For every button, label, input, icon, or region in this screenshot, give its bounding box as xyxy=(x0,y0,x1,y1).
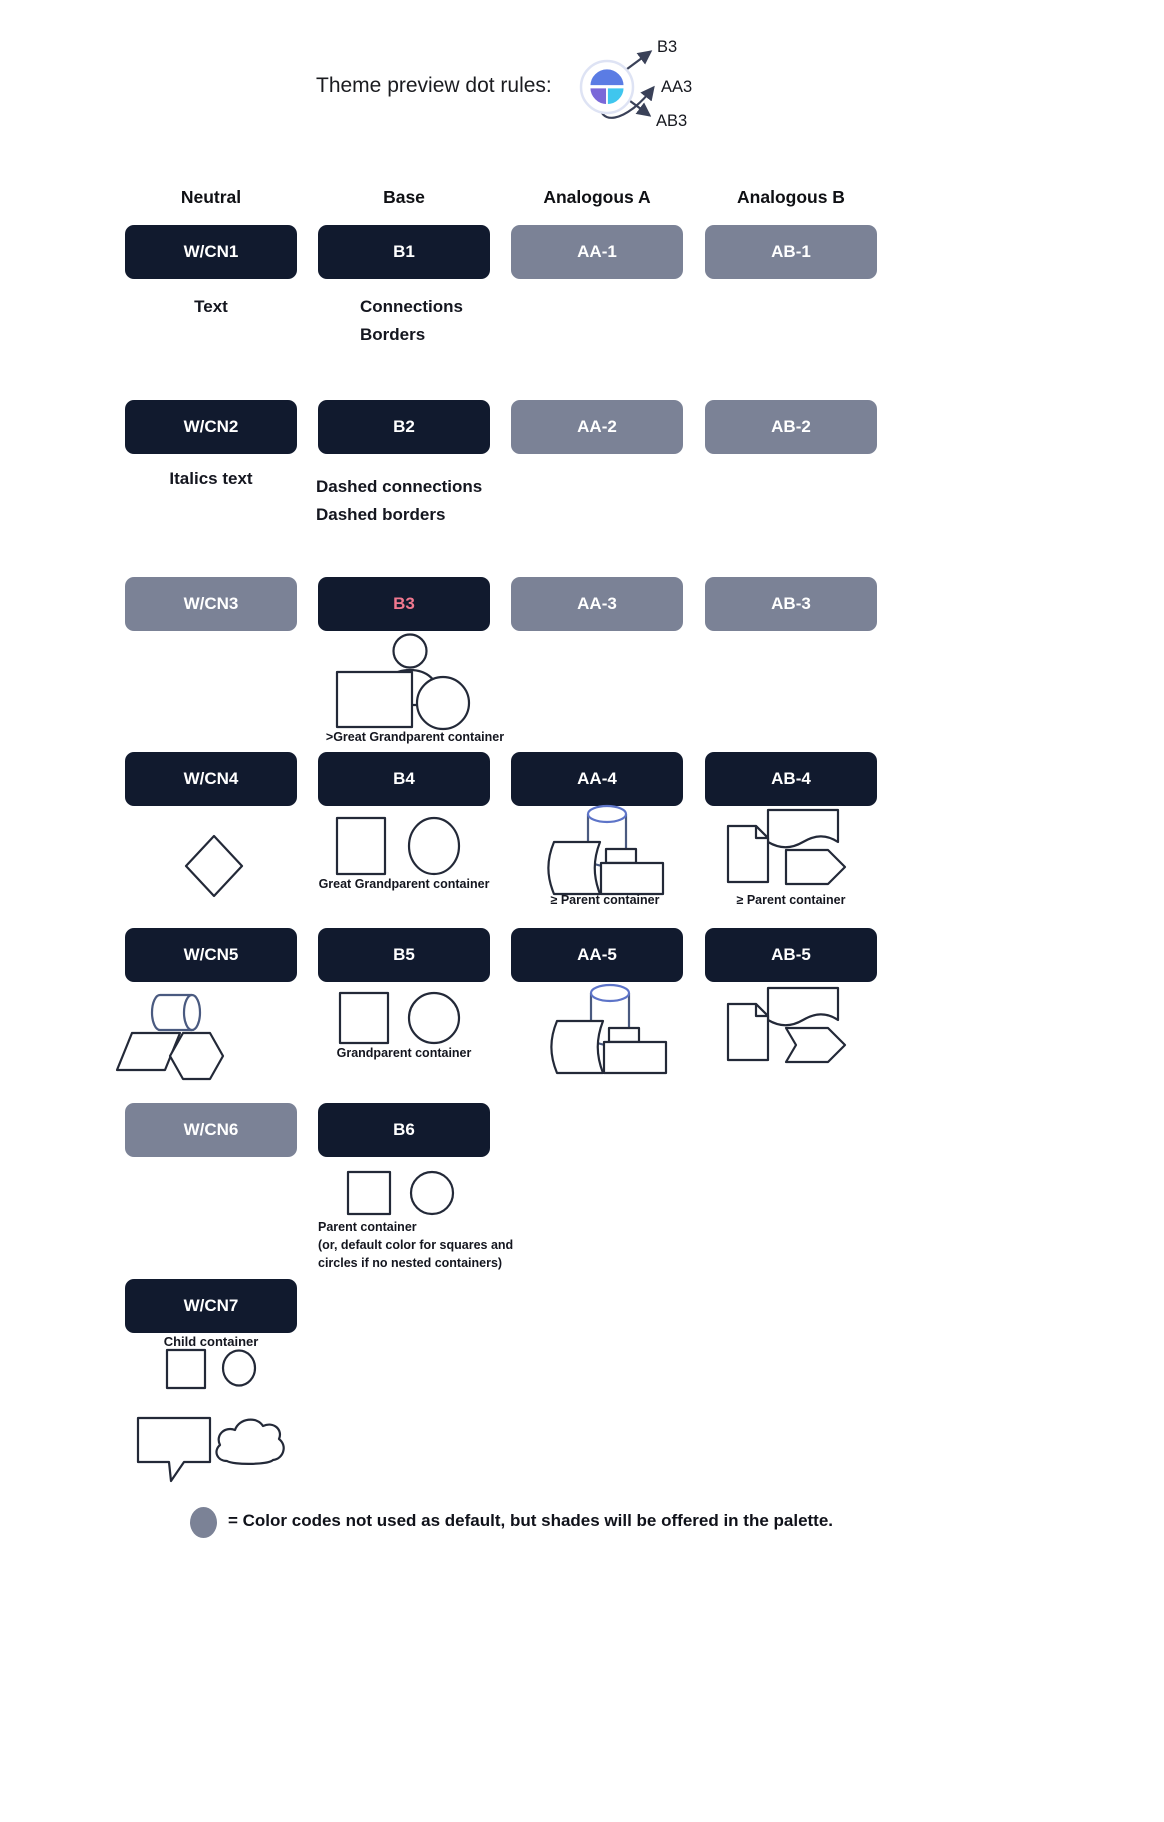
note-italics-text: Italics text xyxy=(169,469,253,488)
parallelogram-shape xyxy=(117,1033,180,1070)
square-shape xyxy=(167,1350,205,1388)
legend-dot-icon xyxy=(190,1507,217,1538)
swatch-wcn7: W/CN7 xyxy=(125,1279,297,1333)
note-dashed-connections: Dashed connections xyxy=(316,477,483,496)
person-head-icon xyxy=(394,635,427,668)
swatch-b5: B5 xyxy=(318,928,490,982)
circle-shape xyxy=(223,1351,255,1386)
swatch-b4: B4 xyxy=(318,752,490,806)
dot-target-ab3: AB3 xyxy=(656,112,688,130)
dot-target-aa3: AA3 xyxy=(661,78,693,96)
swatch-aa3: AA-3 xyxy=(511,577,683,631)
caption-gt-great-grandparent: >Great Grandparent container xyxy=(325,730,505,744)
swatch-b3: B3 xyxy=(318,577,490,631)
swatch-aa1: AA-1 xyxy=(511,225,683,279)
swatch-ab2: AB-2 xyxy=(705,400,877,454)
folder-tab-shape xyxy=(606,849,636,863)
swatch-b6: B6 xyxy=(318,1103,490,1157)
dot-target-b3: B3 xyxy=(657,38,678,56)
caption-parent-line1: Parent container xyxy=(318,1220,417,1234)
cylinder-top-icon xyxy=(591,985,629,1001)
column-header-base: Base xyxy=(383,187,425,207)
caption-parent-line2: (or, default color for squares and xyxy=(318,1238,514,1252)
chevron-shape xyxy=(786,1028,845,1062)
swatch-ab4: AB-4 xyxy=(705,752,877,806)
note-connections: Connections xyxy=(360,297,463,316)
swatch-wcn6: W/CN6 xyxy=(125,1103,297,1157)
speech-bubble-cloud-shapes xyxy=(130,1405,290,1487)
swatch-aa4: AA-4 xyxy=(511,752,683,806)
caption-child-container: Child container xyxy=(163,1334,259,1349)
column-header-neutral: Neutral xyxy=(180,187,242,207)
cylinder-cluster-aa5 xyxy=(543,979,673,1079)
swatch-wcn3: W/CN3 xyxy=(125,577,297,631)
page-title: Theme preview dot rules: xyxy=(316,74,552,97)
diamond-shape xyxy=(182,833,246,897)
note-text: Text xyxy=(194,297,228,316)
square-circle-shapes-wcn7 xyxy=(160,1345,260,1393)
document-cluster-ab5 xyxy=(718,983,853,1068)
legend-text: = Color codes not used as default, but shades will be offered in the palette. xyxy=(228,1511,834,1530)
swatch-wcn1: W/CN1 xyxy=(125,225,297,279)
cloud-shape xyxy=(216,1420,283,1464)
caption-grandparent: Grandparent container xyxy=(336,1046,472,1060)
square-shape xyxy=(340,993,388,1043)
swatch-ab1: AB-1 xyxy=(705,225,877,279)
square-shape xyxy=(348,1172,390,1214)
folder-body-shape xyxy=(601,863,663,894)
swatch-b1: B1 xyxy=(318,225,490,279)
swatch-wcn5: W/CN5 xyxy=(125,928,297,982)
cylinder-top-icon xyxy=(588,806,626,822)
column-header-analogous-a: Analogous A xyxy=(543,187,651,207)
caption-parent-line3: circles if no nested containers) xyxy=(318,1256,503,1270)
document-fold-icon xyxy=(756,826,768,838)
swatch-b2: B2 xyxy=(318,400,490,454)
square-circle-shapes-b5 xyxy=(333,988,468,1048)
caption-ge-parent-aa: ≥ Parent container xyxy=(550,893,660,907)
swatch-aa2: AA-2 xyxy=(511,400,683,454)
caption-ge-parent-ab: ≥ Parent container xyxy=(736,893,846,907)
swatch-aa5: AA-5 xyxy=(511,928,683,982)
square-circle-shapes-b6 xyxy=(341,1167,461,1219)
swatch-ab3: AB-3 xyxy=(705,577,877,631)
swatch-wcn2: W/CN2 xyxy=(125,400,297,454)
cylinder-cluster-aa4 xyxy=(540,800,670,900)
note-dashed-borders: Dashed borders xyxy=(316,505,446,524)
person-square-circle-shapes xyxy=(328,625,478,747)
stored-data-shape xyxy=(551,1021,603,1073)
note-borders: Borders xyxy=(360,325,426,344)
folder-body-shape xyxy=(604,1042,666,1073)
circle-shape xyxy=(409,993,459,1043)
caption-parent-block xyxy=(318,1218,513,1272)
column-header-analogous-b: Analogous B xyxy=(737,187,845,207)
hexagon-shape xyxy=(170,1033,223,1079)
circle-shape xyxy=(409,818,459,874)
square-shape xyxy=(337,672,412,727)
chevron-shape xyxy=(786,850,845,884)
document-fold-icon xyxy=(756,1004,768,1016)
circle-shape xyxy=(411,1172,453,1214)
wavy-document-shape xyxy=(768,988,838,1025)
swatch-wcn4: W/CN4 xyxy=(125,752,297,806)
caption-great-grandparent: Great Grandparent container xyxy=(318,877,490,891)
square-shape xyxy=(337,818,385,874)
document-cluster-ab4 xyxy=(718,805,853,890)
horizontal-cylinder-end-icon xyxy=(184,995,200,1030)
folder-tab-shape xyxy=(609,1028,639,1042)
square-circle-shapes-b4 xyxy=(330,812,465,882)
wavy-document-shape xyxy=(768,810,838,847)
theme-preview-dot-icon xyxy=(550,25,665,137)
cylinder-parallelogram-hexagon-shapes xyxy=(108,990,236,1085)
circle-shape xyxy=(417,677,469,729)
stored-data-shape xyxy=(548,842,600,894)
speech-bubble-shape xyxy=(138,1418,210,1481)
swatch-ab5: AB-5 xyxy=(705,928,877,982)
